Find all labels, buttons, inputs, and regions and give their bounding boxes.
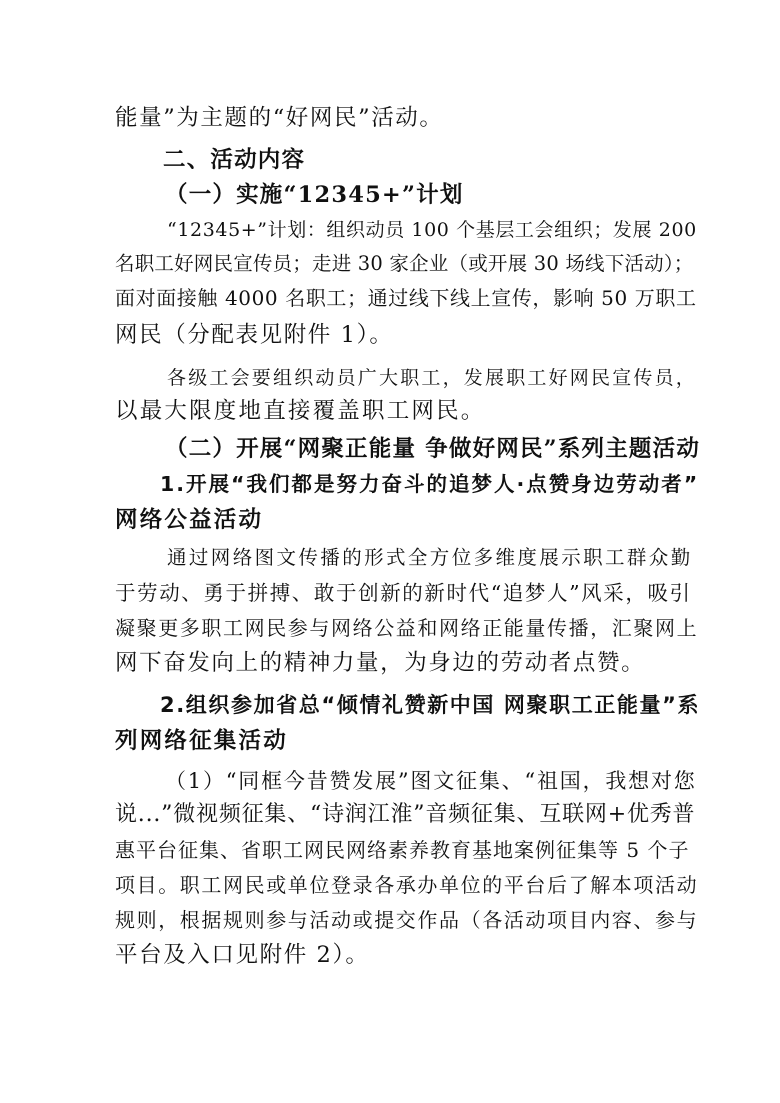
paragraph-line: 面对面接触 4000 名职工；通过线下线上宣传，影响 50 万职工 [115,286,697,310]
paragraph-line: 说...”微视频征集、“诗润江淮”音频征集、互联网+优秀普 [115,802,696,827]
paragraph-line: 名职工好网民宣传员；走进 30 家企业（或开展 30 场线下活动）； [115,252,694,275]
paragraph-line: 通过网络图文传播的形式全方位多维度展示职工群众勤 [167,546,693,569]
paragraph-line: 惠平台征集、省职工网民网络素养教育基地案例征集等 5 个子 [115,838,690,862]
item-heading: 网络公益活动 [115,507,264,533]
subsection-heading: （一）实施“12345+”计划 [165,182,464,208]
paragraph-line: 项目。职工网民或单位登录各承办单位的平台后了解本项活动 [115,873,699,897]
paragraph-line: “12345+”计划：组织动员 100 个基层工会组织；发展 200 [167,219,697,241]
paragraph-line: 于劳动、勇于拼搏、敢于创新的新时代“追梦人”风采，吸引 [115,581,692,605]
paragraph-line: 能量”为主题的“好网民”活动。 [115,105,444,131]
section-heading: 二、活动内容 [163,147,306,173]
item-heading: 列网络征集活动 [115,728,288,754]
paragraph-line: 平台及入口见附件 2）。 [115,942,370,968]
item-heading: 2.组织参加省总“倾情礼赞新中国 网聚职工正能量”系 [160,693,701,717]
paragraph-line: （1）“同框今昔赞发展”图文征集、“祖国，我想对您 [165,769,697,793]
subsection-heading: （二）开展“网聚正能量 争做好网民”系列主题活动 [165,436,701,462]
paragraph-line: 各级工会要组织动员广大职工，发展职工好网民宣传员， [167,367,698,389]
paragraph-line: 凝聚更多职工网民参与网络公益和网络正能量传播，汇聚网上 [115,616,699,640]
paragraph-line: 以最大限度地直接覆盖职工网民。 [115,398,486,424]
paragraph-line: 规则，根据规则参与活动或提交作品（各活动项目内容、参与 [115,908,699,932]
paragraph-line: 网民（分配表见附件 1）。 [115,322,394,348]
item-heading: 1.开展“我们都是努力奋斗的追梦人·点赞身边劳动者” [160,472,700,496]
paragraph-line: 网下奋发向上的精神力量，为身边的劳动者点赞。 [115,650,646,676]
